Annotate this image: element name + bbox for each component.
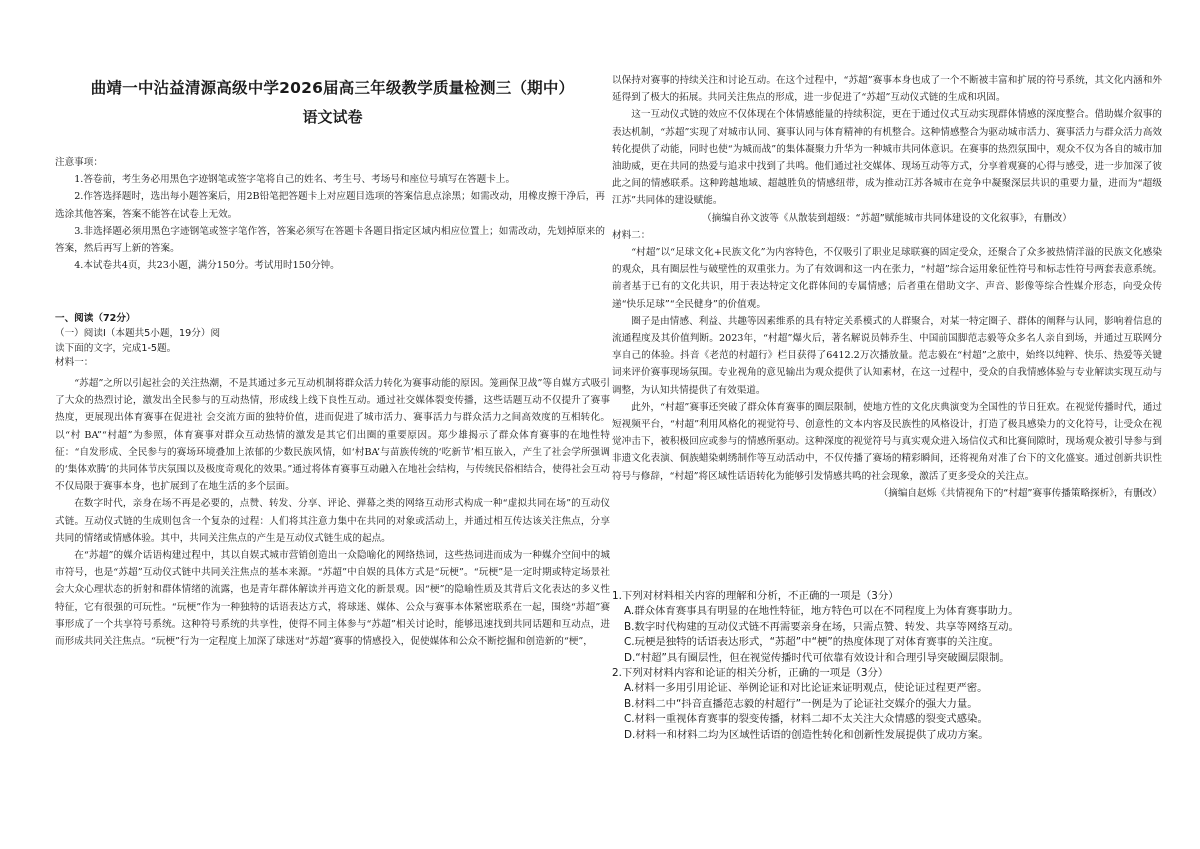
notice-item: 3.非选择题必须用黑色字迹钢笔或签字笔作答，答案必须写在答题卡各题目指定区域内相应位置上；如需改动，先划掉原来的答案，然后再写上新的答案。 bbox=[55, 225, 605, 255]
question-option: C.材料一重视体育赛事的裂变传播，材料二却不太关注大众情感的裂变式感染。 bbox=[624, 713, 988, 726]
question-option: B.材料二中“抖音直播范志毅的村超行”一例是为了论证社交媒介的强大力量。 bbox=[624, 697, 978, 710]
material2-paragraph: 圈子是由情感、利益、共趣等因素维系的具有特定关系模式的人群聚合，对某一特定圈子、群体的阐释与认同，影响着信息的流通程度及其价值判断。2023年，“村超”爆火后，著名解说员韩乔生、中国前国脚范志毅等众多名人亲自到场，并通过互联网分享自己的体验。抖音《老范的村超行》栏目获得了6412.2万次播放量。范志毅在“村超”之旅中，始终以纯粹、快乐、热爱等关键词来评价赛事现场氛围。专业视角的意见输出为观众提供了认知素材，在这一过程中，受众的自我情感体验与专业解读实现互动与调整，为认知共情提供了有效渠道。 bbox=[612, 315, 1162, 396]
question-option: C.玩梗是独特的话语表达形式，“苏超”中“梗”的热度体现了对体育赛事的关注度。 bbox=[624, 636, 999, 649]
material1-continued bbox=[612, 72, 1162, 502]
exam-subtitle: 语文试卷 bbox=[302, 108, 363, 126]
exam-title: 曲靖一中沾益清源高级中学2026届高三年级教学质量检测三（期中） bbox=[90, 79, 575, 97]
notice-heading: 注意事项： bbox=[55, 157, 103, 168]
reading-instruction: 读下面的文字，完成1-5题。 bbox=[55, 342, 177, 354]
material1-paragraph: 以保持对赛事的持续关注和讨论互动。在这个过程中，“苏超”赛事本身也成了一个不断被丰富和扩展的符号系统，其文化内涵和外延得到了极大的拓展。共同关注焦点的形成，进一步促进了“苏超”互动仪式链的生成和巩固。 bbox=[612, 75, 1162, 104]
notice-item: 2.作答选择题时，选出每小题答案后，用2B铅笔把答题卡上对应题目选项的答案信息点涂黑；如需改动，用橡皮擦干净后，再选涂其他答案，答案不能答在试卷上无效。 bbox=[55, 191, 605, 220]
question-option: A.群众体育赛事具有明显的在地性特征，地方特色可以在不同程度上为体育赛事助力。 bbox=[624, 605, 1019, 618]
notice-item: 1.答卷前，考生务必用黑色字迹钢笔或签字笔将自己的姓名、考生号、考场号和座位号填写在答题卡上。 bbox=[74, 174, 516, 186]
material1-source: （摘编自孙文波等《从散装到超级：“苏超”赋能城市共同体建设的文化叙事》，有删改） bbox=[702, 212, 1072, 224]
section-heading: 一、阅读（72分） bbox=[55, 313, 136, 324]
material2-source: （摘编自赵烁《共情视角下的“村超”赛事传播策略探析》，有删改） bbox=[878, 487, 1162, 499]
material1-paragraph: 在“苏超”的媒介话语构建过程中，其以自娱式城市营销创造出一众隐喻化的网络热词，这些热词进而成为一种媒介空间中的城市符号，也是“苏超”互动仪式链中共同关注焦点的基本来源。“苏超”中自娱的具体方式是“玩梗”。“玩梗”是一定时期或特定场景社会大众心理状态的折射和群体情绪的流露，也是青年群体解读并再造文化的新景观。因“梗”的隐喻性质及其背后文化表达的多义性特征，它有很强的可玩性。“玩梗”作为一种独特的话语表达方式，将球迷、媒体、公众与赛事本体紧密联系在一起，围绕“苏超”赛事形成了一个共享符号系统。这种符号系统的共享性，使得不同主体参与“苏超”相关讨论时，能够迅速找到共同话题和互动点，进而形成共同关注焦点。“玩梗”行为一定程度上加深了球迷对“苏超”赛事的情感投入，促使媒体和公众不断挖掘和创造新的“梗”， bbox=[55, 550, 610, 648]
material2-label: 材料二： bbox=[612, 229, 651, 241]
section-block bbox=[55, 310, 610, 371]
question-stem: 2.下列对材料内容和论证的相关分析，正确的一项是（3分） bbox=[612, 667, 889, 680]
question-option: D.“村超”具有圈层性，但在视觉传播时代可依靠有效设计和合理引导突破圈层限制。 bbox=[624, 651, 1010, 664]
material1-paragraph: “苏超”之所以引起社会的关注热潮，不是其通过多元互动机制将群众活力转化为赛事动能的原因。笼画保卫战”等自媒方式吸引了大众的热烈讨论，激发出全民参与的互动热情，形成线上线下良性互动。通过社交媒体裂变传播，这些话题互动不仅提升了赛事热度，更展现出体育赛事在促进社 会交流方面的独特价值，进而促进了城市活力、赛事活力与群众活力之间高效度的互相转化。以“村 BA”“村超”为参照，体育赛事对群众互动热情的激发是其它们出圈的重要原因。郑少雄揭示了群众体育赛事的在地性特征：“自发形成、全民参与的赛场环境叠加上浓郁的少数民族风情，如‘村BA’与苗族传统的‘吃新节’相互嵌入，产生了社会学所强调的‘集体欢腾’的共同体节庆氛围以及极度奇观化的效果。”通过将体育赛事互动融入在地社会结构，与传统民俗相结合，使得社会互动不仅局限于赛事本身，也扩展到了在地生活的多个层面。 bbox=[55, 378, 610, 493]
reading-part: （一）阅读I（本题共5小题，19分）阅 bbox=[55, 328, 221, 340]
material1-body bbox=[55, 375, 610, 650]
material1-label: 材料一： bbox=[55, 357, 94, 369]
material1-paragraph: 这一互动仪式链的效应不仅体现在个体情感能量的持续积淀，更在于通过仪式互动实现群体情感的深度整合。借助媒介叙事的表达机制，“苏超”实现了对城市认同、赛事认同与体育精神的有机整合。这种情感整合为驱动城市活力、赛事活力与群众活力高效转化提供了动能，同时也使“为城而战”的集体凝聚力升华为一种城市共同体意识。在赛事的热烈氛围中，观众不仅为各自的城市加油助威，更在共同的热爱与追求中找到了共鸣。他们通过社交媒体、现场互动等方式，分享着观赛的心得与感受，进一步加深了彼此之间的情感联系。这种跨越地域、超越胜负的情感纽带，成为推动江苏各城市在竞争中凝聚深层共识的重要力量，进而为“超级江苏”共同体的建设赋能。 bbox=[612, 109, 1162, 207]
notice-item: 4.本试卷共4页，共23小题，满分150分。考试用时150分钟。 bbox=[74, 260, 340, 272]
question-option: A.材料一多用引用论证、举例论证和对比论证来证明观点，使论证过程更严密。 bbox=[624, 682, 988, 695]
material2-paragraph: “村超”以“足球文化+民族文化”为内容特色，不仅吸引了职业足球联赛的固定受众，还聚合了众多被热情洋溢的民族文化感染的观众，具有圈层性与破壁性的双重张力。为了有效调和这一内在张力，“村超”综合运用象征性符号和标志性符号两套表意系统。前者基于已有的文化共识，用于表达特定文化群体间的专属情感；后者重在借助文字、声音、影像等综合性媒介形态，向受众传递“快乐足球”“全民健身”的价值观。 bbox=[612, 247, 1162, 310]
question-option: B.数字时代构建的互动仪式链不再需要亲身在场，只需点赞、转发、共享等网络互动。 bbox=[624, 620, 1019, 633]
material1-paragraph: 在数字时代，亲身在场不再是必要的，点赞、转发、分享、评论、弹幕之类的网络互动形式构成一种“虚拟共同在场”的互动仪式链。互动仪式链的生成则包含一个复杂的过程：人们将其注意力集中在共同的对象或活动上，并通过相互传达该关注焦点，分享共同的情绪或情感体验。其中，共同关注焦点的产生是互动仪式链生成的起点。 bbox=[55, 498, 610, 544]
questions-block bbox=[612, 589, 1162, 743]
notice-block bbox=[55, 154, 605, 274]
question-option: D.材料一和材料二均为区域性话语的创造性转化和创新性发展提供了成功方案。 bbox=[624, 728, 989, 741]
material2-paragraph: 此外，“村超”赛事还突破了群众体育赛事的圈层限制，使地方性的文化庆典演变为全国性的节日狂欢。在视觉传播时代，通过短视频平台，“村超”利用风格化的视觉符号、创意性的文本内容及民族性的风格设计，打造了极具感染力的文化符号，让受众在视觉冲击下，被积极回应或参与的情感所驱动。这种深度的视觉符号与真实观众进入场信仪式和比赛间隙时，现场观众被引导参与到非遗文化表演、侗族蜡染刺绣制作等互动活动中，不仅传播了赛场的精彩瞬间，还将视角对准了台下的文化盛宴。通过创新共识性符号与修辞，“村超”将区域性话语转化为能够引发情感共鸣的社会现象，激活了更多受众的关注点。 bbox=[612, 401, 1162, 482]
question-stem: 1.下列对材料相关内容的理解和分析，不正确的一项是（3分） bbox=[612, 590, 899, 602]
